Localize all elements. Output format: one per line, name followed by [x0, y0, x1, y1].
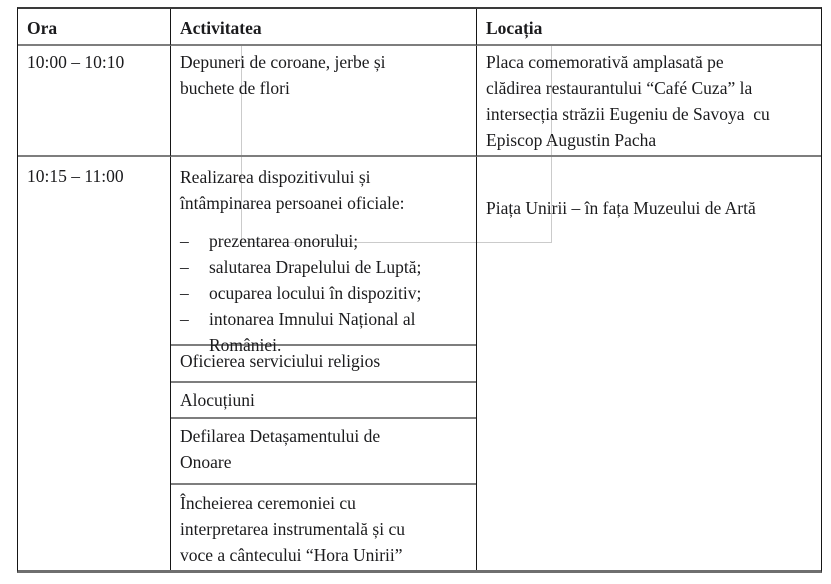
- activity-intro-line: Realizarea dispozitivului și: [180, 167, 371, 187]
- row2-time: 10:15 – 11:00: [27, 166, 124, 186]
- activity-subcell-defilare: [171, 419, 476, 485]
- subrow-text-line: Încheierea ceremoniei cu: [180, 493, 356, 513]
- subrow-text-line: Defilarea Detașamentului de: [180, 426, 381, 446]
- activity-intro-line: întâmpinarea persoanei oficiale:: [180, 193, 405, 213]
- row1-time-cell: [18, 46, 171, 157]
- header-label-ora: Ora: [27, 18, 58, 38]
- row1-time: 10:00 – 10:10: [27, 52, 125, 72]
- list-item: [180, 254, 470, 280]
- dash-bullet: –: [180, 309, 189, 329]
- activity-subcell-alocutiuni: [171, 383, 476, 419]
- header-cell-locatia: [477, 9, 821, 46]
- activity-subcell-religios: [171, 346, 476, 383]
- header-cell-ora: [18, 9, 171, 46]
- row2-location-cell: [477, 157, 821, 570]
- subrow-text-line: interpretarea instrumentală și cu: [180, 519, 405, 539]
- location-text-line: intersecția străzii Eugeniu de Savoya cu: [486, 104, 770, 124]
- header-label-locatia: Locația: [486, 18, 543, 38]
- location-text-line: clădirea restaurantului “Café Cuza” la: [486, 78, 753, 98]
- list-item-text: prezentarea onorului;: [209, 231, 359, 251]
- row2-time-cell: [18, 157, 171, 570]
- activity-dash-list: [180, 228, 470, 358]
- list-item-text: salutarea Drapelului de Luptă;: [209, 257, 422, 277]
- activity-text-line: Depuneri de coroane, jerbe și: [180, 52, 386, 72]
- list-item-text-line: României.: [209, 335, 282, 355]
- schedule-table: [17, 7, 822, 573]
- list-item-text: ocuparea locului în dispozitiv;: [209, 283, 422, 303]
- dash-bullet: –: [180, 283, 189, 303]
- list-item: [180, 228, 470, 254]
- dash-bullet: –: [180, 257, 189, 277]
- header-label-activitatea: Activitatea: [180, 18, 262, 38]
- subrow-text-line: Onoare: [180, 452, 232, 472]
- subrow-text-line: voce a cântecului “Hora Unirii”: [180, 545, 403, 565]
- dash-bullet: –: [180, 231, 189, 251]
- list-item-text-line: intonarea Imnului Național al: [209, 309, 416, 329]
- subrow-text-line: Oficierea serviciului religios: [180, 351, 381, 371]
- row2-location: Piața Unirii – în fața Muzeului de Artă: [486, 198, 756, 218]
- row2-activity-column: [171, 157, 477, 570]
- location-text-line: Placa comemorativă amplasată pe: [486, 52, 724, 72]
- subrow-text-line: Alocuțiuni: [180, 390, 255, 410]
- activity-subcell-incheiere: [171, 485, 476, 570]
- location-text-line: Episcop Augustin Pacha: [486, 130, 657, 150]
- activity-subcell-dispozitiv: [171, 157, 476, 355]
- row1-activity-cell: [171, 46, 477, 157]
- activity-text-line: buchete de flori: [180, 78, 290, 98]
- header-cell-activitatea: [171, 9, 477, 46]
- row1-location-cell: [477, 46, 821, 157]
- list-item: [180, 280, 470, 306]
